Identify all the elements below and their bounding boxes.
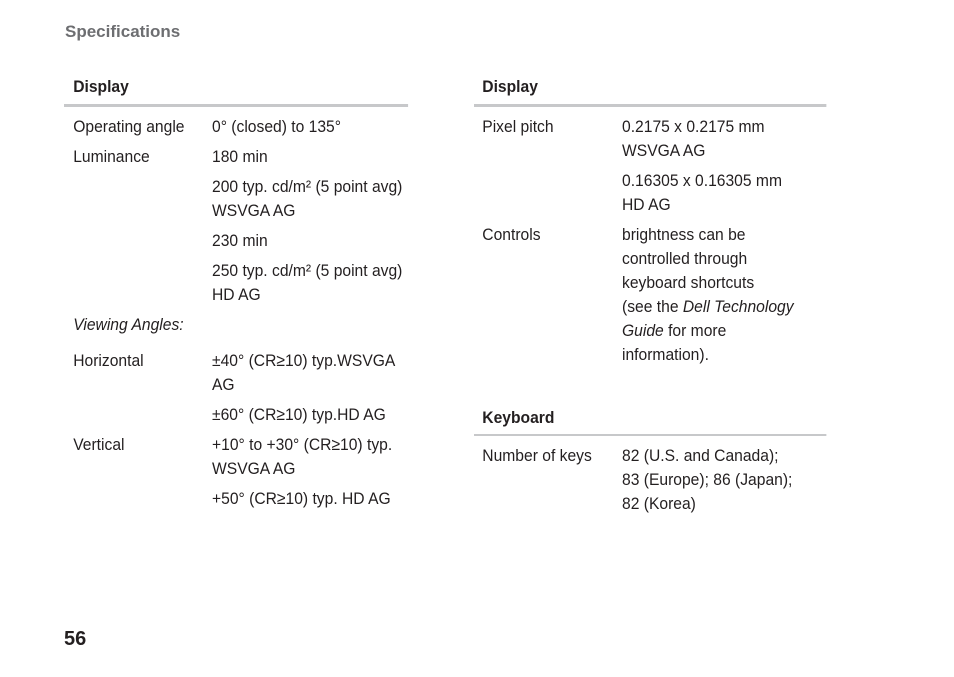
spec-value xyxy=(622,319,838,343)
see-prefix: (see the xyxy=(622,297,683,316)
page-title: Specifications xyxy=(65,22,181,41)
guide-title: Dell Technology xyxy=(682,297,794,316)
spec-value: 200 typ. cd/m² (5 point avg) xyxy=(212,177,403,196)
spec-value: 83 (Europe); 86 (Japan); xyxy=(622,470,793,489)
spec-value: 0.16305 x 0.16305 mm xyxy=(622,171,782,190)
spec-value: HD AG xyxy=(212,285,261,304)
spec-value: AG xyxy=(212,375,235,394)
spec-value xyxy=(622,295,838,319)
display-spec-table-left xyxy=(64,76,438,511)
spec-value: keyboard shortcuts xyxy=(622,273,755,292)
section-heading-keyboard: Keyboard xyxy=(474,407,826,436)
page-number: 56 xyxy=(64,628,87,650)
spec-row-number-of-keys xyxy=(474,444,857,516)
spec-value: HD AG xyxy=(622,195,671,214)
spec-label: Controls xyxy=(482,225,541,244)
spec-value: 230 min xyxy=(212,231,268,250)
spec-subheading: Viewing Angles: xyxy=(73,315,184,334)
spec-label: Number of keys xyxy=(482,446,592,465)
section-heading-display: Display xyxy=(64,76,408,107)
spec-row-pixel-pitch xyxy=(474,115,857,217)
spec-value: 180 min xyxy=(212,147,268,166)
spec-label: Vertical xyxy=(73,435,125,454)
spec-row-horizontal xyxy=(64,349,438,427)
spec-value: +10° to +30° (CR≥10) typ. xyxy=(212,435,393,454)
spec-row-vertical xyxy=(64,433,438,511)
spec-value: 82 (Korea) xyxy=(622,494,696,513)
spec-value: 0.2175 x 0.2175 mm xyxy=(622,117,765,136)
spec-label: Horizontal xyxy=(73,351,144,370)
spec-value: +50° (CR≥10) typ. HD AG xyxy=(212,489,391,508)
after-guide: for more xyxy=(663,321,727,340)
spec-value: 82 (U.S. and Canada); xyxy=(622,446,779,465)
spec-label: Operating angle xyxy=(73,117,185,136)
spec-value: 250 typ. cd/m² (5 point avg) xyxy=(212,261,403,280)
spec-value: WSVGA AG xyxy=(212,459,296,478)
spec-row-luminance xyxy=(64,145,438,307)
spec-value: ±40° (CR≥10) typ.WSVGA xyxy=(212,351,396,370)
spec-row-viewing-angles xyxy=(64,313,438,337)
spec-value: brightness can be xyxy=(622,225,746,244)
spec-label: Pixel pitch xyxy=(482,117,554,136)
section-heading-display: Display xyxy=(474,76,826,107)
spec-value: ±60° (CR≥10) typ.HD AG xyxy=(212,405,386,424)
spec-label: Luminance xyxy=(73,147,150,166)
spec-row-operating-angle xyxy=(64,115,438,139)
spec-value: WSVGA AG xyxy=(212,201,296,220)
spec-value: 0° (closed) to 135° xyxy=(212,117,342,136)
spec-value: information). xyxy=(622,345,709,364)
spec-row-controls xyxy=(474,223,857,367)
guide-title: Guide xyxy=(622,321,664,340)
spec-value: controlled through xyxy=(622,249,748,268)
display-spec-table-right xyxy=(474,76,857,516)
spec-value: WSVGA AG xyxy=(622,141,706,160)
